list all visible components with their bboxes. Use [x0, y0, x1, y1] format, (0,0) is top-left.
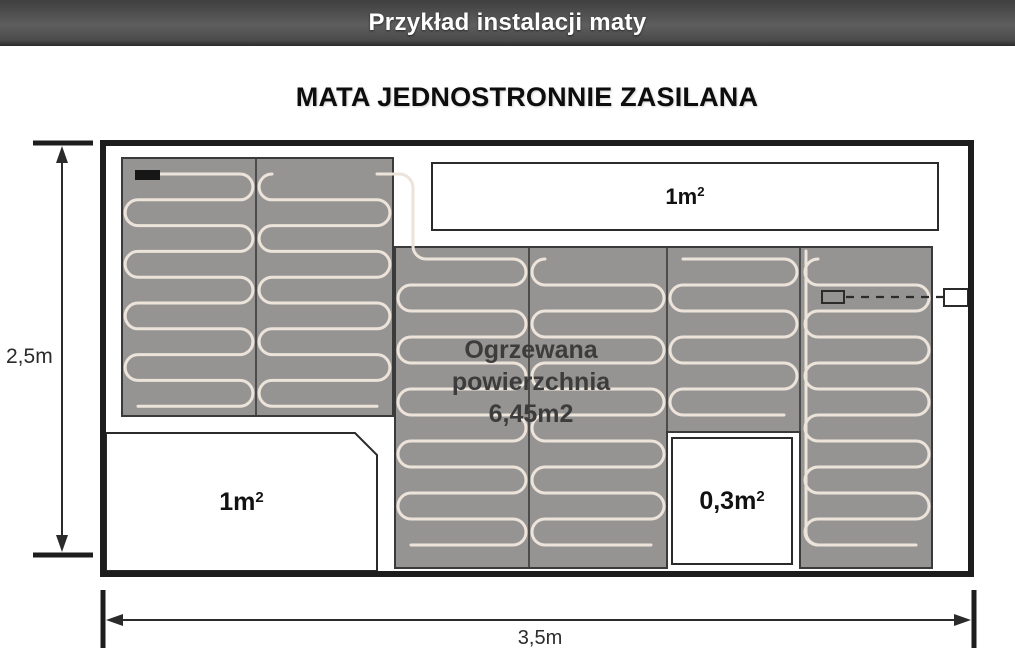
- header-title: Przykład instalacji maty: [368, 9, 647, 36]
- free-area-small-sup: 2: [756, 487, 765, 505]
- floor-sensor: [822, 291, 844, 303]
- free-area-small-label: [672, 438, 792, 564]
- wall-connection-box: [944, 289, 968, 306]
- dimension-width-label: 3,5m: [517, 627, 563, 649]
- free-area-bl-sup: 2: [255, 488, 264, 506]
- heated-area-line3: 6,45m2: [488, 400, 574, 428]
- free-area-top-sup: 2: [697, 184, 705, 199]
- heated-area-label: [395, 334, 667, 430]
- power-connector: [135, 170, 160, 180]
- diagram-title: MATA JEDNOSTRONNIE ZASILANA: [295, 82, 759, 112]
- heated-area-line1: Ogrzewana: [464, 336, 598, 364]
- heating-mat-upper: [122, 158, 393, 416]
- free-area-bottom-left-label: [106, 433, 377, 571]
- heated-area-line2: powierzchnia: [451, 368, 611, 396]
- free-area-top-value: 1m: [665, 183, 698, 209]
- free-area-bl-value: 1m: [219, 487, 256, 516]
- dimension-height-label: 2,5m: [6, 345, 53, 368]
- free-area-small-value: 0,3m: [699, 486, 757, 515]
- free-area-top-label: [432, 163, 938, 230]
